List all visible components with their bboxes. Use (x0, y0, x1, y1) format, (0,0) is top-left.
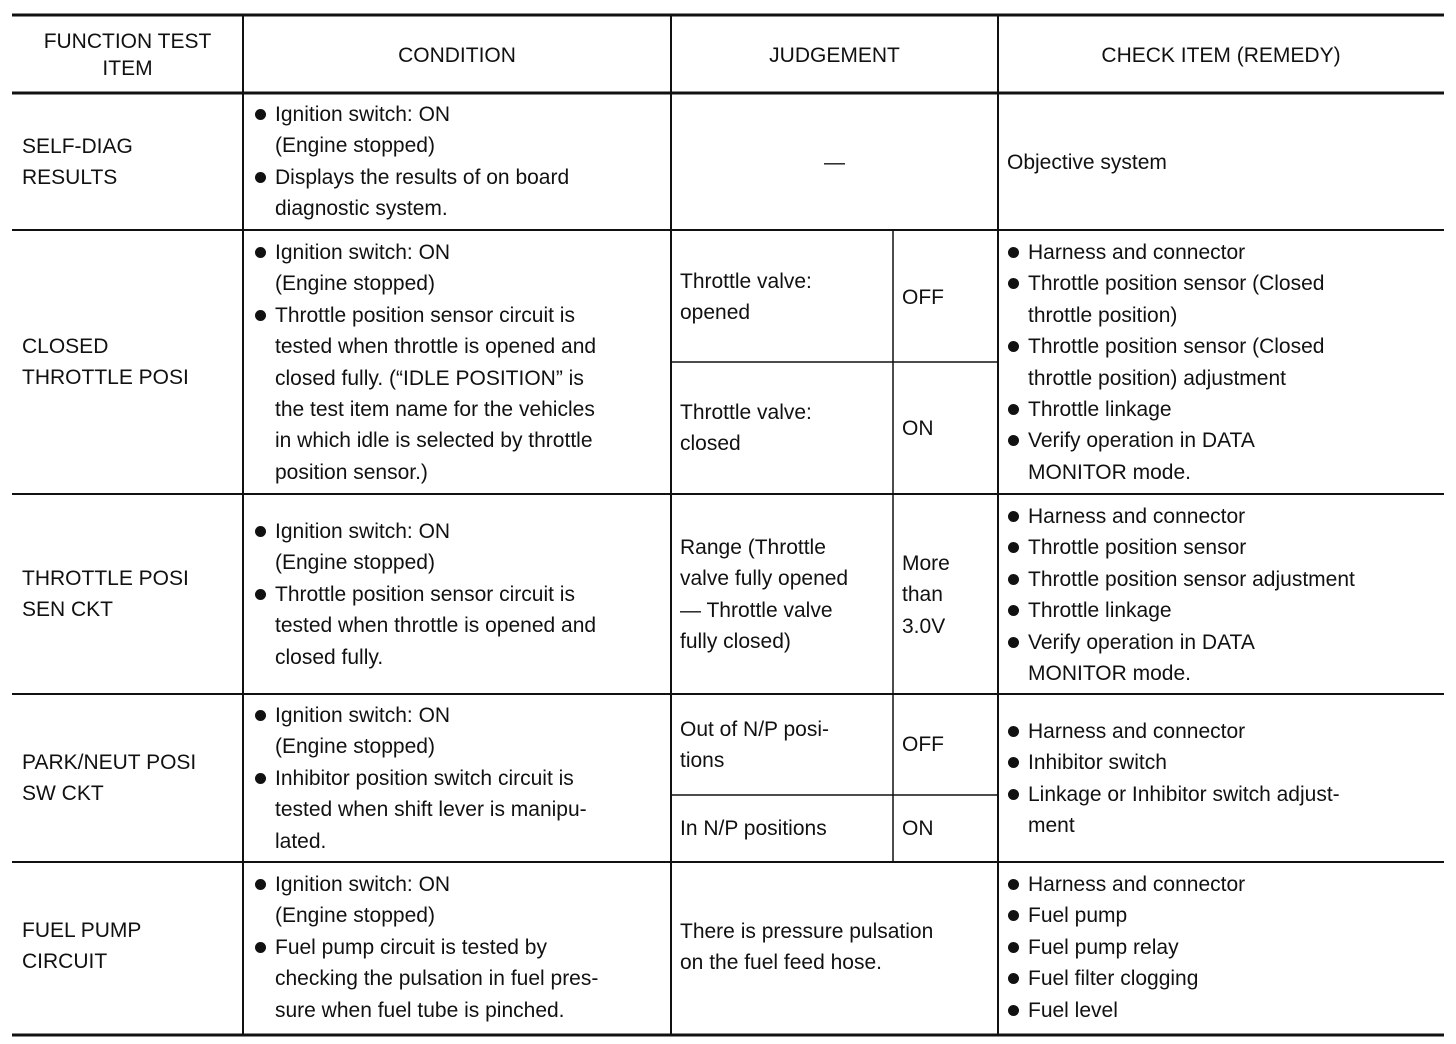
check-item: Fuel pump (1007, 900, 1245, 931)
judgement-value: ON (902, 817, 934, 840)
check-item: Harness and connector (1007, 869, 1245, 900)
check-item: Fuel level (1007, 995, 1245, 1026)
condition-item: Fuel pump circuit is tested by checking the pulsation in fuel pres- sure when fuel tube is pinched. (254, 932, 598, 1026)
check-item: Harness and connector (1007, 237, 1324, 268)
condition-list (254, 700, 587, 857)
check-list (1007, 237, 1324, 488)
condition-item: Inhibitor position switch circuit is tested when shift lever is manipu- lated. (254, 763, 587, 857)
row-item-fuel-pump-circuit: FUEL PUMP CIRCUIT (22, 919, 142, 974)
check-item: Inhibitor switch (1007, 747, 1340, 778)
check-item: Throttle position sensor (Closed throttle position) adjustment (1007, 331, 1324, 394)
judgement-state: In N/P positions (680, 817, 827, 840)
check-item: Fuel pump relay (1007, 932, 1245, 963)
judgement-state: Out of N/P posi- tions (680, 718, 830, 773)
header-check-item: CHECK ITEM (REMEDY) (1101, 43, 1341, 67)
judgement-state: Range (Throttle valve fully opened — Throttle valve fully closed) (680, 536, 849, 654)
condition-list (254, 869, 598, 1026)
row-item-park-neut-posi-sw-ckt: PARK/NEUT POSI SW CKT (22, 751, 197, 806)
check-item: Throttle position sensor (Closed throttle position) (1007, 268, 1324, 331)
judgement-value: More than 3.0V (902, 552, 950, 638)
condition-list (254, 237, 596, 488)
condition-item: Displays the results of on board diagnostic system. (254, 162, 569, 225)
condition-item: Ignition switch: ON (Engine stopped) (254, 237, 596, 300)
check-item: Throttle position sensor adjustment (1007, 564, 1355, 595)
condition-item: Ignition switch: ON (Engine stopped) (254, 516, 596, 579)
check-item: Harness and connector (1007, 501, 1355, 532)
condition-item: Throttle position sensor circuit is tested when throttle is opened and closed fully. (254, 579, 596, 673)
judgement-text: There is pressure pulsation on the fuel feed hose. (680, 920, 934, 975)
header-judgement: JUDGEMENT (769, 43, 900, 67)
condition-item: Ignition switch: ON (Engine stopped) (254, 700, 587, 763)
check-text: Objective system (1007, 151, 1167, 174)
check-list (1007, 869, 1245, 1026)
header-function-test-item: FUNCTION TEST ITEM (43, 30, 212, 80)
check-list (1007, 716, 1340, 842)
judgement-value: OFF (902, 286, 944, 309)
check-item: Harness and connector (1007, 716, 1340, 747)
check-item: Throttle linkage (1007, 394, 1324, 425)
row-item-self-diag: SELF-DIAG RESULTS (22, 135, 133, 190)
check-item: Verify operation in DATA MONITOR mode. (1007, 425, 1324, 488)
condition-list (254, 516, 596, 673)
judgement-value: ON (902, 417, 934, 440)
check-list (1007, 501, 1355, 689)
header-condition: CONDITION (398, 43, 516, 67)
check-item: Throttle linkage (1007, 595, 1355, 626)
judgement-value: OFF (902, 733, 944, 756)
row-item-closed-throttle-posi: CLOSED THROTTLE POSI (22, 335, 189, 390)
check-item: Linkage or Inhibitor switch adjust- ment (1007, 779, 1340, 842)
row-item-throttle-posi-sen-ckt: THROTTLE POSI SEN CKT (22, 567, 189, 622)
check-item: Throttle position sensor (1007, 532, 1355, 563)
condition-item: Throttle position sensor circuit is tested when throttle is opened and closed fully. (“IDLE POSITION” is the test item name for the vehicles in which idle is selected by throttle position sensor.) (254, 300, 596, 488)
judgement-state: Throttle valve: closed (680, 401, 812, 456)
judgement-state: Throttle valve: opened (680, 270, 812, 325)
check-item: Fuel filter clogging (1007, 963, 1245, 994)
judgement-text: — (824, 151, 845, 174)
condition-item: Ignition switch: ON (Engine stopped) (254, 869, 598, 932)
check-item: Verify operation in DATA MONITOR mode. (1007, 627, 1355, 690)
condition-list (254, 99, 569, 225)
condition-item: Ignition switch: ON (Engine stopped) (254, 99, 569, 162)
